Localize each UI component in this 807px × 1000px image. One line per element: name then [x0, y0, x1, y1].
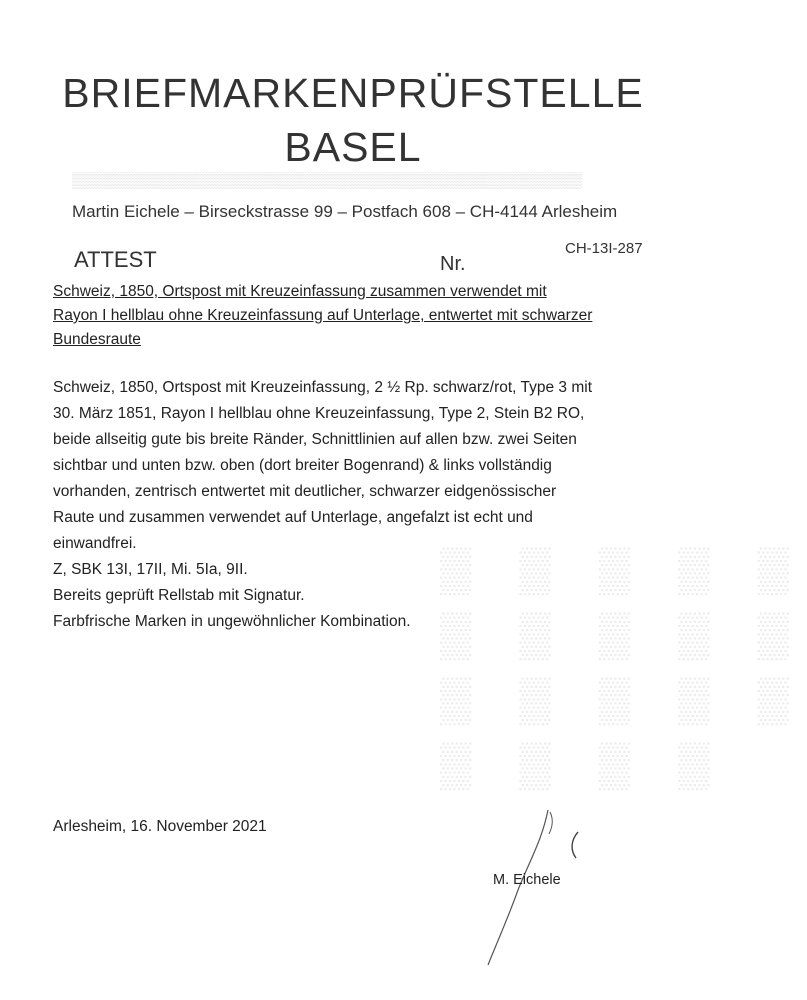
certificate-nr-label: Nr. — [440, 253, 466, 275]
certificate-subject — [53, 280, 663, 352]
body-line: beide allseitig gute bis breite Ränder, Schnittlinien auf allen bzw. zwei Seiten — [53, 431, 577, 448]
subject-line: Bundesraute — [53, 331, 141, 348]
certificate-heading: ATTEST — [74, 247, 157, 272]
body-line: Farbfrische Marken in ungewöhnlicher Kombination. — [53, 613, 411, 630]
body-line: 30. März 1851, Rayon I hellblau ohne Kreuzeinfassung, Type 2, Stein B2 RO, — [53, 405, 585, 422]
show-through-block: ▒ ▒ ▒ ▒ ▒ — [440, 610, 807, 659]
body-line: vorhanden, zentrisch entwertet mit deutlicher, schwarzer eidgenössischer — [53, 483, 557, 500]
body-line: sichtbar und unten bzw. oben (dort breiter Bogenrand) & links vollständig — [53, 457, 552, 474]
show-through-text: ▒▒▒▒▒▒▒▒▒▒▒▒▒▒▒▒▒▒▒▒▒▒▒▒▒▒▒▒▒▒▒▒▒▒▒▒▒▒▒▒▒▒▒▒▒▒▒▒ — [72, 172, 583, 189]
subject-line: Rayon I hellblau ohne Kreuzeinfassung auf Unterlage, entwertet mit schwarzer — [53, 307, 593, 324]
subject-line: Schweiz, 1850, Ortspost mit Kreuzeinfassung zusammen verwendet mit — [53, 283, 547, 300]
letterhead-city: BASEL — [284, 124, 422, 170]
show-through-block: ▒ ▒ ▒ ▒ — [440, 740, 728, 789]
body-line: Schweiz, 1850, Ortspost mit Kreuzeinfassung, 2 ½ Rp. schwarz/rot, Type 3 mit — [53, 379, 593, 396]
show-through-block: ▒ ▒ ▒ ▒ ▒ — [440, 675, 807, 724]
signatory-name: M. Eichele — [493, 872, 561, 888]
body-line: Z, SBK 13I, 17II, Mi. 5Ia, 9II. — [53, 561, 248, 578]
certificate-number: CH-13I-287 — [565, 240, 643, 257]
body-line: Raute und zusammen verwendet auf Unterlage, angefalzt ist echt und — [53, 509, 533, 526]
show-through-block: ▒ ▒ ▒ ▒ ▒ — [440, 545, 807, 594]
body-line: Bereits geprüft Rellstab mit Signatur. — [53, 587, 305, 604]
letterhead-title: BRIEFMARKENPRÜFSTELLE — [62, 70, 644, 116]
certificate-body — [53, 375, 673, 635]
letterhead-address: Martin Eichele – Birseckstrasse 99 – Postfach 608 – CH-4144 Arlesheim — [72, 202, 618, 221]
place-date: Arlesheim, 16. November 2021 — [53, 818, 267, 835]
body-line: einwandfrei. — [53, 535, 137, 552]
